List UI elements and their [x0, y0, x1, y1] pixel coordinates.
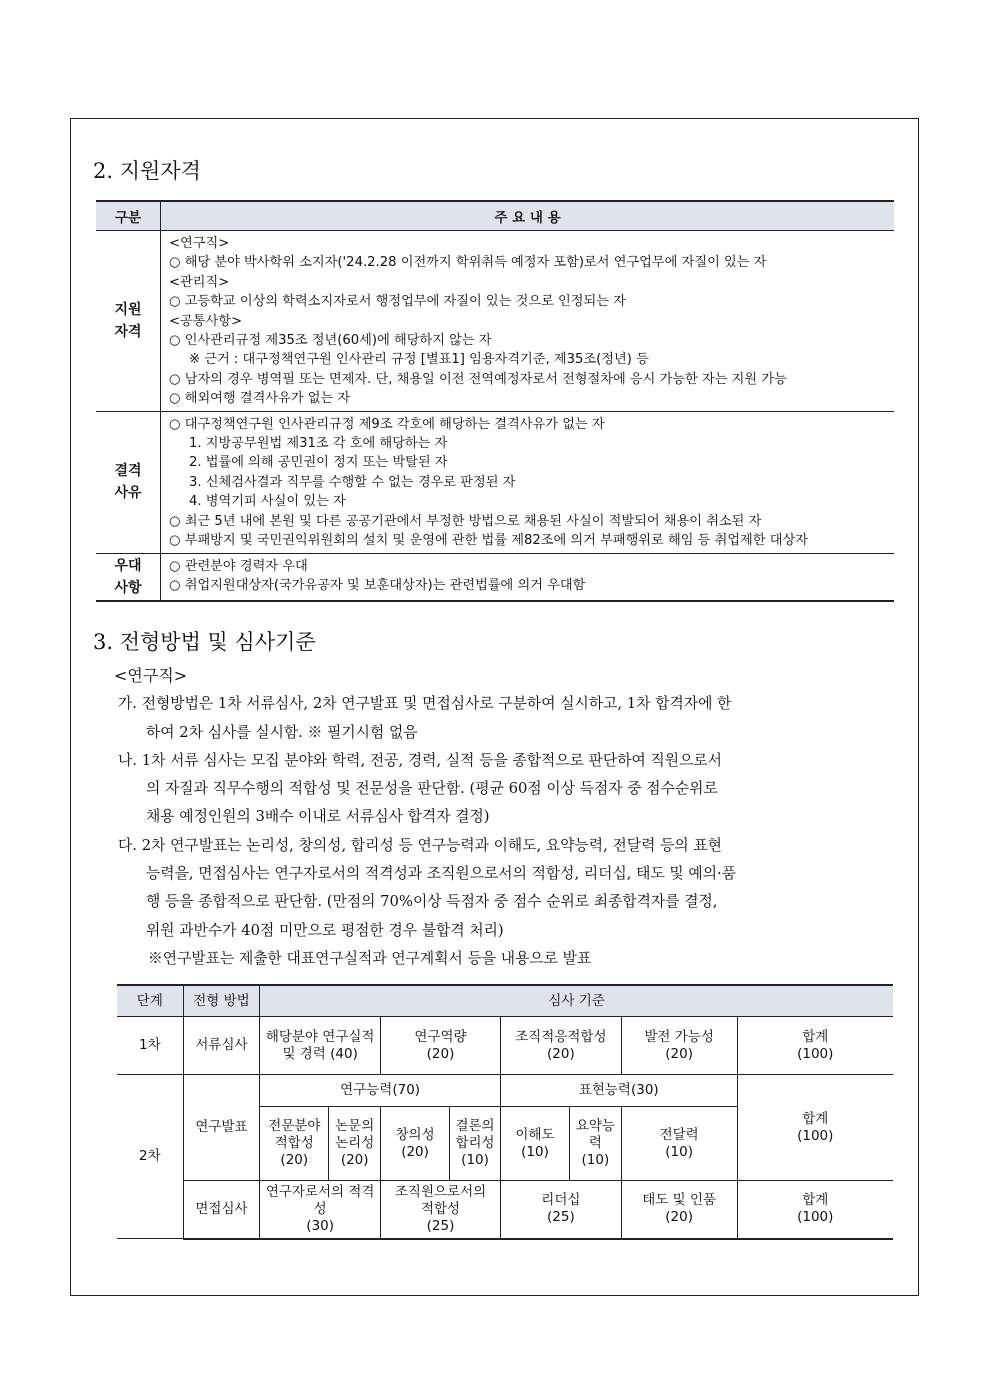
paragraph-da: 다. 2차 연구발표는 논리성, 창의성, 합리성 등 연구능력과 이해도, 요약능력, 전달력 등의 표현 능력을, 면접심사는 연구자로서의 적격성과 조직원으로서의 적합성, 리더십, 태도 및 예의·품 행 등을 종합적으로 판단함. (만점의 70%이상 득점자 중 점수 순위로 최종합격자를 결정, 위원 과반수가 40점 미만으로 평점한 경우 불합격 처리): [118, 836, 737, 939]
round1-stage: 1차: [117, 1017, 183, 1075]
presentation-note: ※연구발표는 제출한 대표연구실적과 연구계획서 등을 내용으로 발표: [148, 949, 592, 967]
header-category: 구분: [96, 201, 161, 231]
preference-row: [96, 553, 894, 601]
list-item: 2. 법률에 의해 공민권이 정지 또는 박탈된 자: [189, 455, 448, 471]
paragraph-ga: 가. 전형방법은 1차 서류심사, 2차 연구발표 및 면접심사로 구분하여 실시하고, 1차 합격자에 한 하여 2차 심사를 실시함. ※ 필기시험 없음: [118, 695, 732, 741]
header-stage: 단계: [117, 985, 183, 1017]
round2-stage: 2차: [117, 1075, 183, 1239]
eligibility-content: [161, 231, 895, 412]
presentation-method: 연구발표: [183, 1075, 260, 1181]
total-cell: 합계 (100): [737, 1181, 893, 1239]
list-item: ※ 근거 : 대구정책연구원 인사관리 규정 [별표1] 임용자격기준, 제35조(정년) 등: [189, 352, 649, 368]
criterion-cell: 조직적응적합성 (20): [500, 1017, 621, 1075]
evaluation-criteria-table: [117, 984, 893, 1240]
interview-method: 면접심사: [183, 1181, 260, 1239]
criterion-cell: 논문의 논리성 (20): [329, 1107, 381, 1181]
header-criteria: 심사 기준: [260, 985, 893, 1017]
round1-row: [117, 1017, 893, 1075]
criterion-cell: 해당분야 연구실적 및 경력 (40): [260, 1017, 381, 1075]
preference-content: [161, 553, 895, 601]
disqualification-label: 결격 사유: [96, 411, 161, 553]
paragraph-na: 나. 1차 서류 심사는 모집 분야와 학력, 전공, 경력, 실적 등을 종합적으로 판단하여 직원으로서 의 자질과 직무수행의 적합성 및 전문성을 판단함. (평균 60점 이상 득점자 중 점수순위로 채용 예정인원의 3배수 이내로 서류심사 합격자 결정): [118, 751, 722, 826]
disqualification-row: [96, 411, 894, 553]
criterion-cell: 연구자로서의 적격성 (30): [260, 1181, 381, 1239]
list-item: ○ 남자의 경우 병역필 또는 면제자. 단, 채용일 이전 전역예정자로서 전형절차에 응시 가능한 자는 지원 가능: [169, 371, 787, 387]
research-ability-group: 연구능력(70): [260, 1075, 501, 1107]
list-item: ○ 부패방지 및 국민권익위원회의 설치 및 운영에 관한 법률 제82조에 의거 부패행위로 해임 등 취업제한 대상자: [169, 533, 808, 549]
expression-ability-group: 표현능력(30): [500, 1075, 737, 1107]
criterion-cell: 리더십 (25): [500, 1181, 621, 1239]
criterion-cell: 전달력 (10): [621, 1107, 737, 1181]
criterion-cell: 이해도 (10): [500, 1107, 569, 1181]
header-method: 전형 방법: [183, 985, 260, 1017]
total-cell: 합계 (100): [737, 1017, 893, 1075]
eligibility-row: [96, 231, 894, 412]
section-3-subtitle: <연구직>: [114, 666, 188, 685]
criterion-cell: 발전 가능성 (20): [621, 1017, 737, 1075]
list-item: ○ 최근 5년 내에 본원 및 다른 공공기관에서 부정한 방법으로 채용된 사실이 적발되어 채용이 취소된 자: [169, 513, 762, 529]
round2-group-row: [117, 1075, 893, 1107]
list-item: ○ 관련분야 경력자 우대: [169, 558, 308, 574]
criterion-cell: 창의성 (20): [381, 1107, 450, 1181]
header-content: 주 요 내 용: [161, 201, 895, 231]
list-item: ○ 인사관리규정 제35조 정년(60세)에 해당하지 않는 자: [169, 333, 492, 349]
disqualification-content: [161, 411, 895, 553]
paragraph-marker: 나.: [118, 751, 137, 769]
criterion-cell: 결론의 합리성 (10): [450, 1107, 501, 1181]
total-cell: 합계 (100): [737, 1075, 893, 1181]
eligibility-label: 지원 자격: [96, 231, 161, 412]
qualification-table: [96, 200, 894, 602]
interview-row: [117, 1181, 893, 1239]
section-3-body: [114, 662, 896, 973]
criterion-cell: 전문분야 적합성 (20): [260, 1107, 329, 1181]
paragraph-marker: 가.: [118, 695, 137, 713]
list-item: <공통사항>: [169, 313, 243, 329]
paragraph-marker: 다.: [118, 836, 137, 854]
section-2-title: 2. 지원자격: [93, 159, 201, 183]
list-item: <관리직>: [169, 274, 230, 290]
list-item: ○ 취업지원대상자(국가유공자 및 보훈대상자)는 관련법률에 의거 우대함: [169, 577, 586, 593]
criterion-cell: 태도 및 인품 (20): [621, 1181, 737, 1239]
eval-header-row: [117, 985, 893, 1017]
list-item: ○ 해외여행 결격사유가 없는 자: [169, 391, 351, 407]
preference-label: 우대 사항: [96, 553, 161, 601]
list-item: ○ 고등학교 이상의 학력소지자로서 행정업무에 자질이 있는 것으로 인정되는 자: [169, 294, 626, 310]
list-item: 4. 병역기피 사실이 있는 자: [189, 494, 346, 510]
list-item: 3. 신체검사결과 직무를 수행할 수 없는 경우로 판정된 자: [189, 474, 516, 490]
criterion-cell: 조직원으로서의 적합성 (25): [381, 1181, 501, 1239]
list-item: 1. 지방공무원법 제31조 각 호에 해당하는 자: [189, 436, 448, 452]
list-item: ○ 대구정책연구원 인사관리규정 제9조 각호에 해당하는 결격사유가 없는 자: [169, 416, 605, 432]
criterion-cell: 요약능력 (10): [570, 1107, 622, 1181]
qualification-header-row: [96, 201, 894, 231]
section-3-title: 3. 전형방법 및 심사기준: [93, 630, 316, 654]
round1-method: 서류심사: [183, 1017, 260, 1075]
list-item: ○ 해당 분야 박사학위 소지자('24.2.28 이전까지 학위취득 예정자 포함)로서 연구업무에 자질이 있는 자: [169, 255, 767, 271]
criterion-cell: 연구역량 (20): [381, 1017, 501, 1075]
list-item: <연구직>: [169, 236, 230, 251]
